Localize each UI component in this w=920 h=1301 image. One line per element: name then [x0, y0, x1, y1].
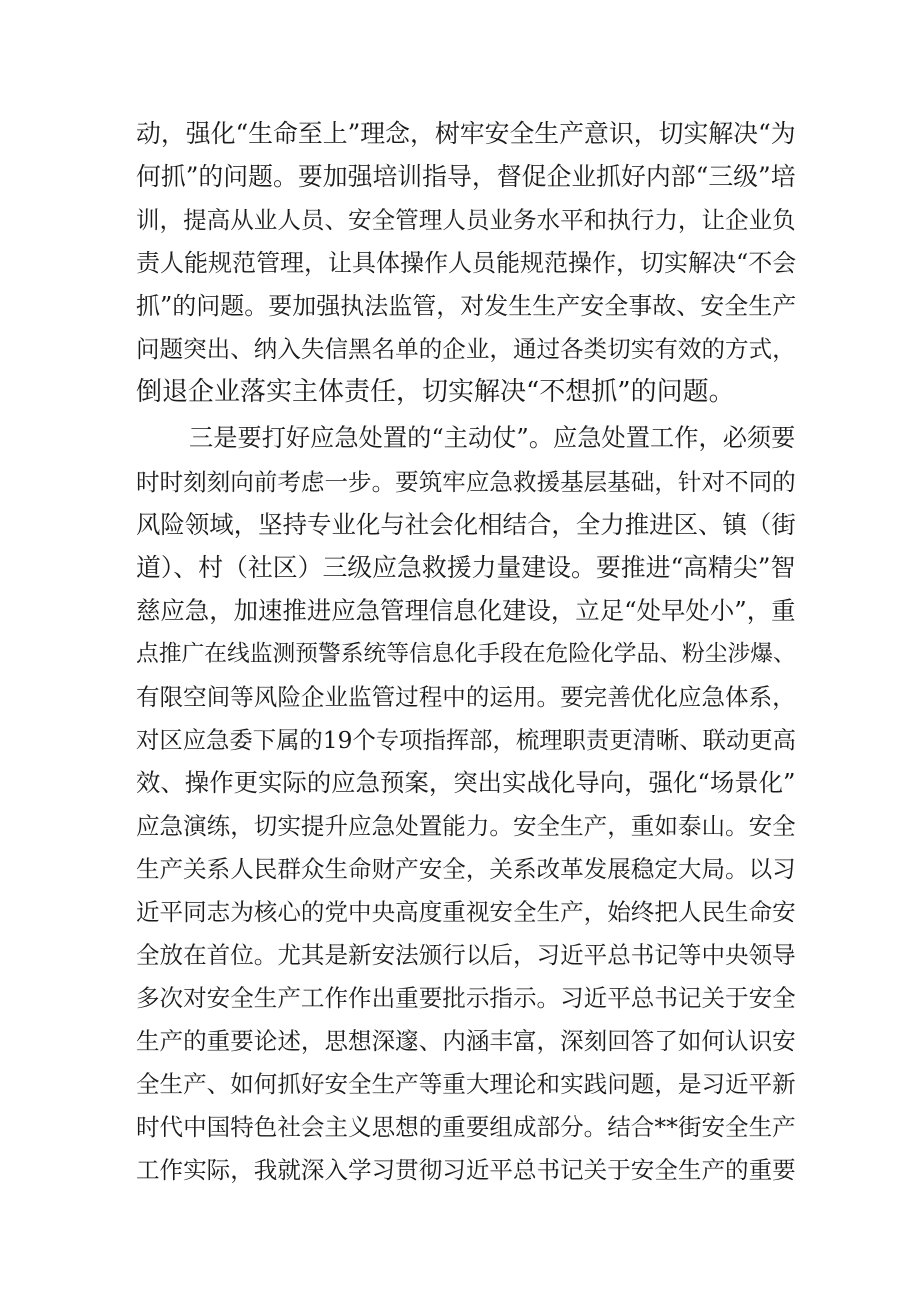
text-line: 时时刻刻向前考虑一步。要筑牢应急救援基层基础，针对不同的: [136, 468, 796, 496]
text-line: 时代中国特色社会主义思想的重要组成部分。结合**街安全生产: [136, 1113, 796, 1141]
text-line: 抓”的问题。要加强执法监管，对发生生产安全事故、安全生产: [136, 292, 797, 320]
text-line: 效、操作更实际的应急预案，突出实战化导向，强化“场景化”: [136, 768, 796, 797]
text-line: 对区应急委下属的19个专项指挥部，梳理职责更清晰、联动更高: [136, 726, 796, 754]
text-line: 何抓”的问题。要加强培训指导，督促企业抓好内部“三级”培: [136, 162, 796, 191]
text-line: 点推广在线监测预警系统等信息化手段在危险化学品、粉尘涉爆、: [136, 641, 796, 667]
text-line: 动，强化“生命至上”理念，树牢安全生产意识，切实解决“为: [136, 119, 796, 148]
text-line: 有限空间等风险企业监管过程中的运用。要完善优化应急体系，: [136, 683, 796, 711]
text-line: 近平同志为核心的党中央高度重视安全生产，始终把人民生命安: [136, 898, 796, 926]
text-line: 工作实际，我就深入学习贯彻习近平总书记关于安全生产的重要: [136, 1156, 796, 1184]
text-line: 风险领域，坚持专业化与社会化相结合，全力推进区、镇（街: [136, 510, 796, 539]
text-line: 道）、村（社区）三级应急救援力量建设。要推进“高精尖”智: [136, 553, 796, 582]
text-line: 慈应急，加速推进应急管理信息化建设，立足“处早处小”，重: [136, 596, 796, 625]
text-line: 全放在首位。尤其是新安法颁行以后，习近平总书记等中央领导: [136, 941, 796, 969]
text-line: 训，提高从业人员、安全管理人员业务水平和执行力，让企业负: [136, 206, 796, 234]
text-line: 全生产、如何抓好安全生产等重大理论和实践问题，是习近平新: [136, 1070, 796, 1098]
text-line: 问题突出、纳入失信黑名单的企业，通过各类切实有效的方式，: [136, 335, 796, 363]
text-line: 生产关系人民群众生命财产安全，关系改革发展稳定大局。以习: [136, 855, 796, 883]
paragraph-first-line: 三是要打好应急处置的“主动仗”。应急处置工作，必须要: [189, 423, 796, 452]
text-line: 倒退企业落实主体责任，切实解决“不想抓”的问题。: [136, 377, 735, 407]
text-line: 应急演练，切实提升应急处置能力。安全生产，重如泰山。安全: [136, 812, 796, 840]
text-line: 责人能规范管理，让具体操作人员能规范操作，切实解决“不会: [136, 249, 797, 277]
text-line: 生产的重要论述，思想深邃、内涵丰富，深刻回答了如何认识安: [136, 1027, 796, 1055]
text-line: 多次对安全生产工作作出重要批示指示。习近平总书记关于安全: [136, 984, 796, 1012]
